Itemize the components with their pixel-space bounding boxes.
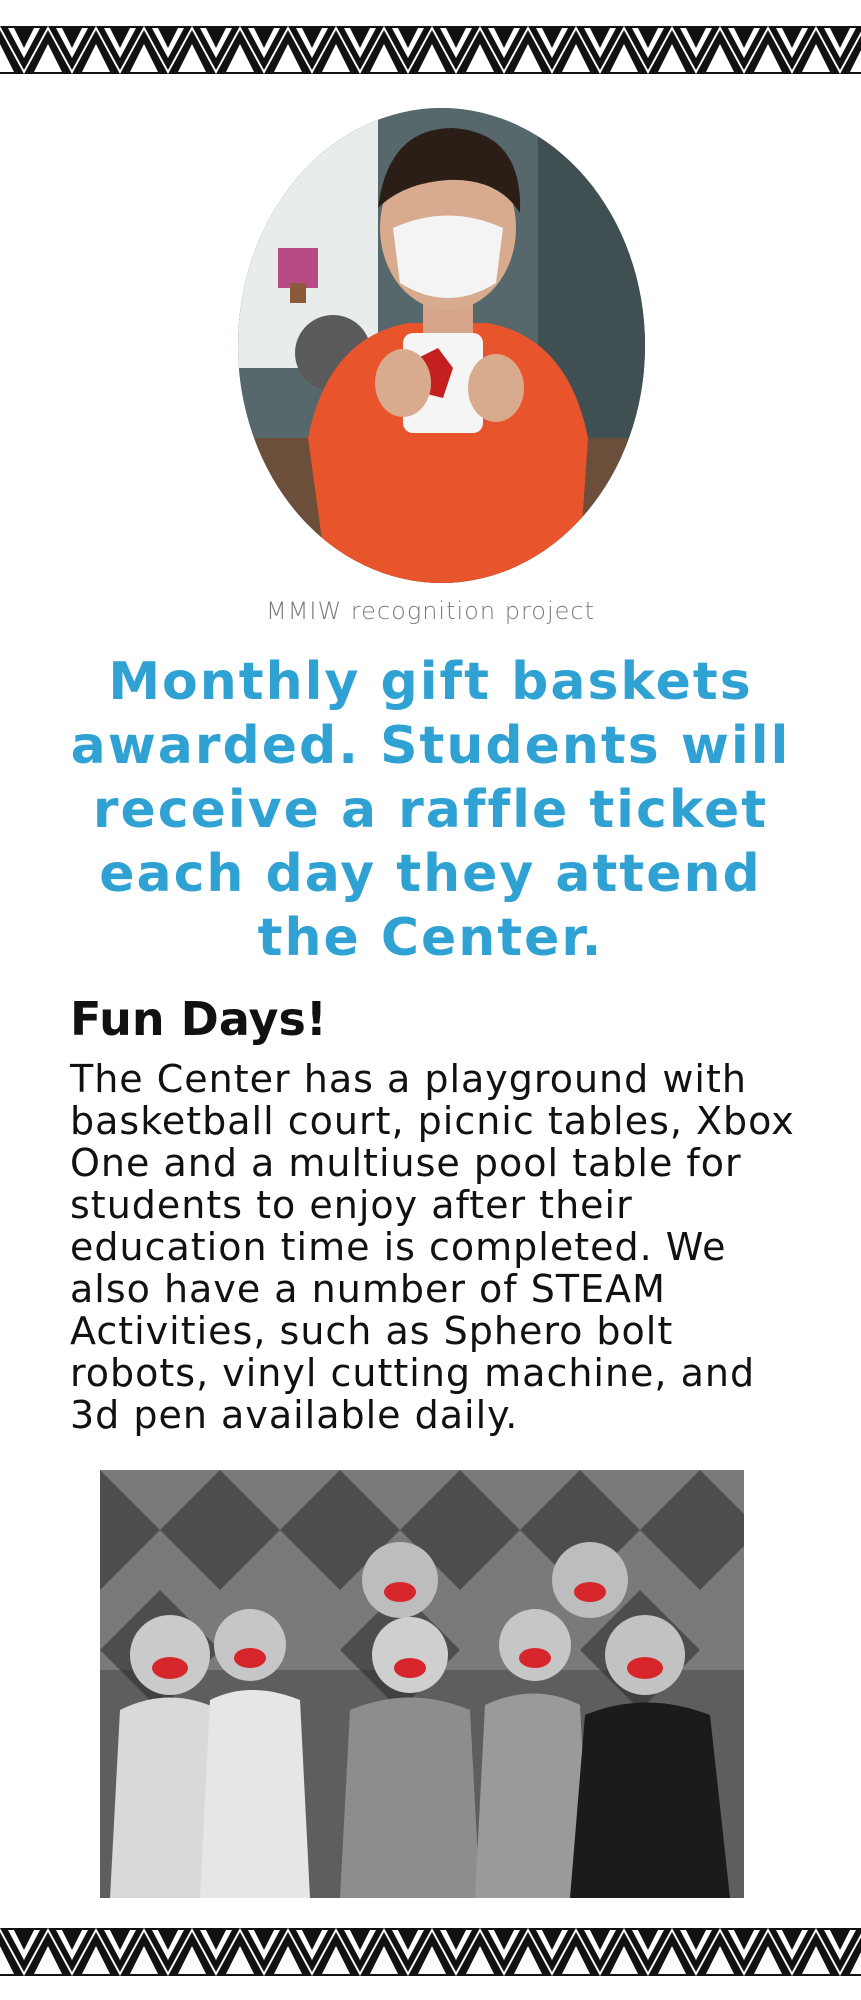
group-photo: [100, 1470, 744, 1898]
top-decorative-border: [0, 26, 861, 74]
bottom-decorative-border: [0, 1928, 861, 1976]
fun-days-description: The Center has a playground with basketball court, picnic tables, Xbox One and a multiuse pool table for students to enjoy after their education time is completed. We also have a number of STEAM Activities, such as Sphero bolt robots, vinyl cutting machine, and 3d pen available daily.: [70, 1057, 795, 1437]
fun-days-heading: Fun Days!: [70, 992, 327, 1046]
raffle-announcement: Monthly gift baskets awarded. Students will receive a raffle ticket each day they attend the Center.: [70, 652, 791, 968]
photo-caption: MMIW recognition project: [265, 597, 595, 625]
triangle-border-pattern-bottom: [0, 1928, 861, 1976]
triangle-border-pattern-top: [0, 26, 861, 74]
student-photo: [238, 108, 645, 583]
